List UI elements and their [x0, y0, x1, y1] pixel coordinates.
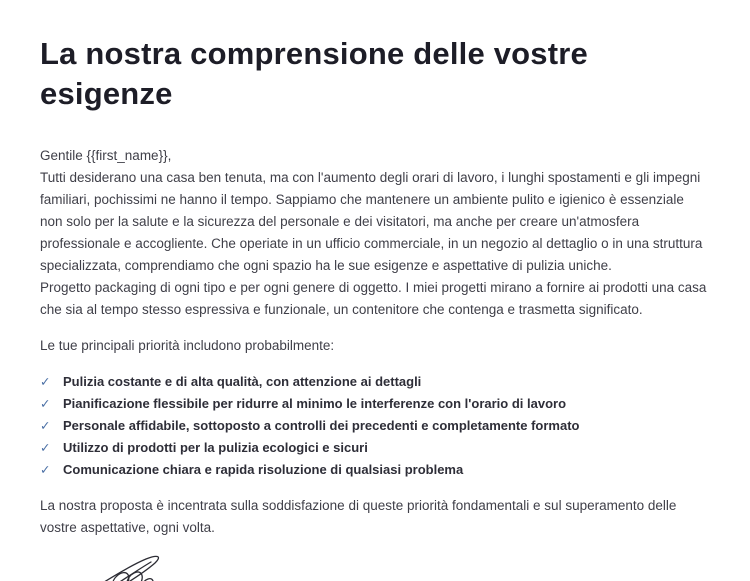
list-item	[40, 437, 710, 459]
check-icon: ✓	[40, 375, 51, 390]
list-item	[40, 459, 710, 481]
greeting-line: Gentile {{first_name}},	[40, 148, 172, 164]
closing-line: La nostra proposta è incentrata sulla soddisfazione di queste priorità fondamentali e sul superamento delle vostre aspettative, ogni volta.	[40, 498, 677, 536]
signature-image	[50, 549, 175, 581]
list-item	[40, 371, 710, 393]
page-title: La nostra comprensione delle vostre esigenze	[40, 36, 588, 111]
priority-label: Pianificazione flessibile per ridurre al minimo le interferenze con l'orario di lavoro	[63, 396, 567, 412]
intro-paragraph: Tutti desiderano una casa ben tenuta, ma con l'aumento degli orari di lavoro, i lunghi spostamenti e gli impegni familiari, pochissimi ne hanno il tempo. Sappiamo che mantenere un ambiente pulito e igienico è essenziale non solo per la salute e la sicurezza del personale e dei visitatori, ma anche per creare un'atmosfera professionale e accogliente. Che operiate in un ufficio commerciale, in un negozio al dettaglio o in una struttura specializzata, comprendiamo che ogni spazio ha le sue esigenze e aspettative di pulizia uniche.	[40, 170, 703, 274]
check-icon: ✓	[40, 397, 51, 412]
priority-label: Pulizia costante e di alta qualità, con attenzione ai dettagli	[63, 374, 422, 390]
priority-label: Personale affidabile, sottoposto a controlli dei precedenti e completamente formato	[63, 418, 580, 434]
check-icon: ✓	[40, 419, 51, 434]
packaging-paragraph: Progetto packaging di ogni tipo e per ogni genere di oggetto. I miei progetti mirano a fornire ai prodotti una casa che sia al tempo stesso espressiva e funzionale, un contenitore che contenga e trasmetta significato.	[40, 280, 707, 318]
list-item	[40, 415, 710, 437]
priorities-intro: Le tue principali priorità includono probabilmente:	[40, 338, 335, 354]
check-icon: ✓	[40, 463, 51, 478]
priorities-list	[40, 371, 710, 481]
priority-label: Utilizzo di prodotti per la pulizia ecologici e sicuri	[63, 440, 368, 456]
priority-label: Comunicazione chiara e rapida risoluzione di qualsiasi problema	[63, 462, 464, 478]
check-icon: ✓	[40, 441, 51, 456]
letter-body	[40, 145, 710, 539]
list-item	[40, 393, 710, 415]
